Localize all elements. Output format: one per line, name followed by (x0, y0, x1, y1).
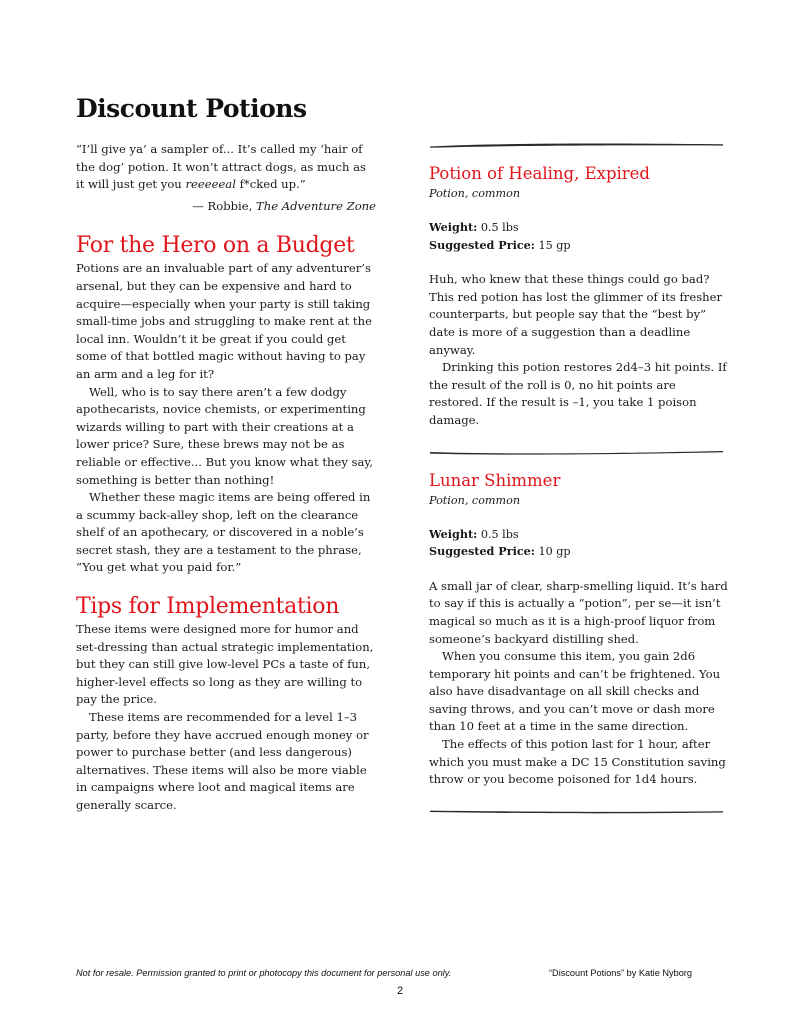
paragraph: When you consume this item, you gain 2d6 temporary hit points and can’t be frightened. You also have disadvantage on all skill checks and saving throws, and you can’t move or dash more than 10 feet at a time in the same direction. (429, 649, 721, 734)
item-type: Potion, common (429, 187, 521, 200)
epigraph-quote-end: f*cked up.” (235, 177, 306, 192)
paragraph: These items are recommended for a level 1–3 party, before they have accrued enough money or power to purchase better (and less dangerous) alternatives. These items will also be more viable in campaigns where loot and magical items are generally scarce. (76, 710, 369, 812)
attribution-name: — Robbie, (192, 198, 256, 213)
weight-value: 0.5 lbs (477, 527, 519, 541)
item-price (429, 543, 729, 561)
attribution-source: The Adventure Zone (256, 198, 376, 213)
epigraph-quote (76, 141, 376, 194)
page-number: 2 (396, 985, 404, 997)
paragraph: The effects of this potion last for 1 hour, after which you must make a DC 15 Constitution saving throw or you become poisoned for 1d4 hours. (429, 737, 726, 787)
epigraph-quote-emphasis: reeeeeal (185, 177, 236, 192)
paragraph: Huh, who knew that these things could go bad? This red potion has lost the glimmer of its fresher counterparts, but people say that the “best by” date is more of a suggestion than a deadline anyway. (429, 272, 723, 357)
paragraph: Whether these magic items are being offered in a scummy back-alley shop, left on the clearance shelf of an apothecary, or discovered in a noble’s secret stash, they are a testament to the phrase, “You get what you paid for.” (76, 490, 371, 575)
item-block-potion-of-healing-expired (429, 163, 729, 430)
item-block-lunar-shimmer (429, 470, 729, 789)
item-weight (429, 219, 729, 237)
item-weight (429, 526, 729, 544)
left-column (76, 141, 376, 815)
section-heading-budget: For the Hero on a Budget (76, 233, 355, 259)
right-column (429, 141, 729, 815)
section-heading-tips: Tips for Implementation (76, 594, 340, 620)
paragraph: Potions are an invaluable part of any adventurer’s arsenal, but they can be expensive and hard to acquire—especially when your party is still taking small-time jobs and struggling to make rent at the local inn. Wouldn’t it be great if you could get some of that bottled magic without having to pay an arm and a leg for it? (76, 261, 372, 381)
item-price (429, 237, 729, 255)
footer-notice: Not for resale. Permission granted to print or photocopy this document for personal use only. (76, 968, 452, 978)
weight-label: Weight: (429, 526, 478, 541)
item-type: Potion, common (429, 493, 521, 507)
item-name: Potion of Healing, Expired (429, 164, 650, 183)
brush-divider (429, 141, 724, 149)
price-value: 10 gp (534, 545, 571, 559)
price-label: Suggested Price: (429, 544, 535, 559)
weight-label: Weight: (429, 220, 478, 234)
brush-divider (429, 448, 724, 456)
price-label: Suggested Price: (429, 237, 535, 252)
paragraph: Drinking this potion restores 2d4–3 hit points. If the result of the roll is 0, no hit points are restored. If the result is –1, you take 1 poison damage. (429, 360, 727, 427)
document-title: Discount Potions (76, 94, 307, 123)
footer-credit: “Discount Potions” by Katie Nyborg (549, 968, 692, 978)
epigraph-attribution (76, 198, 376, 216)
paragraph: A small jar of clear, sharp-smelling liquid. It’s hard to say if this is actually a “potion”, per se—it isn’t magical so much as it is a high-proof liquor from someone’s backyard distilling shed. (429, 578, 728, 646)
item-name: Lunar Shimmer (429, 470, 561, 490)
price-value: 15 gp (534, 238, 571, 252)
epigraph (76, 141, 376, 215)
weight-value: 0.5 lbs (477, 221, 519, 234)
paragraph: Well, who is to say there aren’t a few dodgy apothecarists, novice chemists, or experimenting wizards willing to part with their creations at a lower price? Sure, these brews may not be as reliable or effective... But you know what they say, something is better than nothing! (76, 384, 374, 487)
brush-divider (429, 807, 724, 815)
epigraph-quote-text: “I’ll give ya’ a sampler of... It’s called my ‘hair of the dog’ potion. It won’t attract dogs, as much as it will just get you (76, 142, 366, 192)
paragraph: These items were designed more for humor and set-dressing than actual strategic implementation, but they can still give low-level PCs a taste of fun, higher-level effects so long as they are willing to pay the price. (76, 622, 374, 707)
